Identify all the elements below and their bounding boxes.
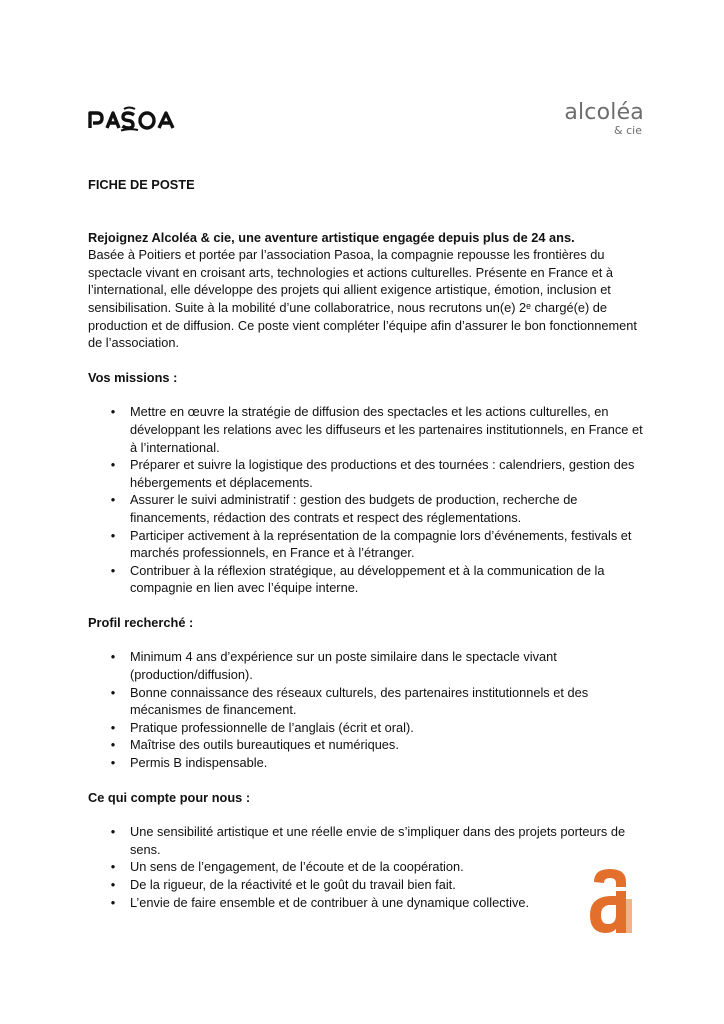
list-item	[110, 648, 648, 683]
list-item-text: Une sensibilité artistique et une réelle envie de s’impliquer dans des projets porteurs de sens.	[130, 824, 626, 857]
list-item-text: L’envie de faire ensemble et de contribuer à une dynamique collective.	[130, 894, 530, 910]
bullet-list	[88, 403, 648, 597]
list-item-text: Permis B indispensable.	[130, 755, 268, 771]
intro-paragraph: Basée à Poitiers et portée par l’association Pasoa, la compagnie repousse les frontières du spectacle vivant en croisant arts, technologies et actions culturelles. Présente en France et à l’international, elle développe des projets qui allient exigence artistique, émotion, inclusion et sensibilisation. Suite à la mobilité d’une collaboratrice, nous recrutons un(e) 2ᵉ chargé(e) de production et de diffusion. Ce poste vient compléter l’équipe afin d’assurer le bon fonctionnement de l’association.	[88, 247, 637, 351]
list-item	[110, 403, 648, 456]
alcolea-logo	[548, 101, 648, 145]
list-item-text: Bonne connaissance des réseaux culturels, des partenaires institutionnels et des mécanismes de financement.	[130, 684, 589, 718]
bullet-list	[88, 648, 648, 771]
bullet-icon: •	[110, 684, 116, 700]
list-item	[110, 754, 648, 772]
bullet-icon: •	[110, 404, 116, 420]
intro-title: Rejoignez Alcoléa & cie, une aventure artistique engagée depuis plus de 24 ans.	[88, 229, 575, 245]
list-item	[110, 858, 648, 876]
section-title: Vos missions :	[88, 369, 178, 385]
bullet-list	[88, 823, 648, 911]
bullet-icon: •	[110, 894, 116, 910]
sections-container	[88, 369, 648, 911]
pasoa-logo	[88, 104, 192, 132]
bullet-icon: •	[110, 457, 116, 473]
section-title: Ce qui compte pour nous :	[88, 789, 251, 805]
list-item-text: De la rigueur, de la réactivité et le goût du travail bien fait.	[130, 877, 456, 892]
bullet-icon: •	[110, 527, 116, 543]
bullet-icon: •	[110, 859, 116, 875]
bullet-icon: •	[110, 492, 116, 508]
list-item-text: Préparer et suivre la logistique des productions et des tournées : calendriers, gestion des hébergements et déplacements.	[130, 457, 635, 490]
section-title: Profil recherché :	[88, 614, 194, 630]
alcolea-logo-sub: & cie	[614, 124, 642, 137]
bullet-icon: •	[110, 719, 116, 735]
list-item	[110, 719, 648, 737]
bullet-icon: •	[110, 877, 116, 892]
list-item-text: Mettre en œuvre la stratégie de diffusion des spectacles et les actions culturelles, en développant les relations avec les diffuseurs et les partenaires institutionnels, en France et à l’international.	[130, 404, 643, 455]
list-item	[110, 894, 648, 912]
list-item	[110, 684, 648, 719]
list-item-text: Minimum 4 ans d’expérience sur un poste similaire dans le spectacle vivant (production/diffusion).	[130, 649, 557, 683]
page-title: FICHE DE POSTE	[88, 177, 195, 192]
bullet-icon: •	[110, 824, 116, 840]
list-item-text: Maîtrise des outils bureautiques et numériques.	[130, 737, 399, 753]
bullet-icon: •	[110, 755, 116, 771]
bullet-icon: •	[110, 737, 116, 753]
list-item-text: Participer activement à la représentation de la compagnie lors d’événements, festivals et marchés professionnels, en France et à l’étranger.	[130, 527, 632, 561]
alcolea-a-emblem-icon	[588, 865, 634, 935]
list-item	[110, 527, 648, 562]
list-item	[110, 876, 648, 894]
list-item	[110, 736, 648, 754]
bullet-icon: •	[110, 649, 116, 665]
list-item-text: Un sens de l’engagement, de l’écoute et de la coopération.	[130, 859, 464, 875]
list-item-text: Contribuer à la réflexion stratégique, au développement et à la communication de la compagnie en lien avec l’équipe interne.	[130, 562, 605, 596]
list-item	[110, 562, 648, 597]
list-item-text: Assurer le suivi administratif : gestion des budgets de production, recherche de financements, rédaction des contrats et respect des réglementations.	[130, 492, 578, 525]
alcolea-logo-name: alcoléa	[564, 100, 644, 125]
bullet-icon: •	[110, 562, 116, 578]
list-item	[110, 456, 648, 491]
list-item	[110, 823, 648, 858]
list-item	[110, 491, 648, 526]
document-body	[88, 176, 648, 928]
list-item-text: Pratique professionnelle de l’anglais (écrit et oral).	[130, 719, 414, 735]
